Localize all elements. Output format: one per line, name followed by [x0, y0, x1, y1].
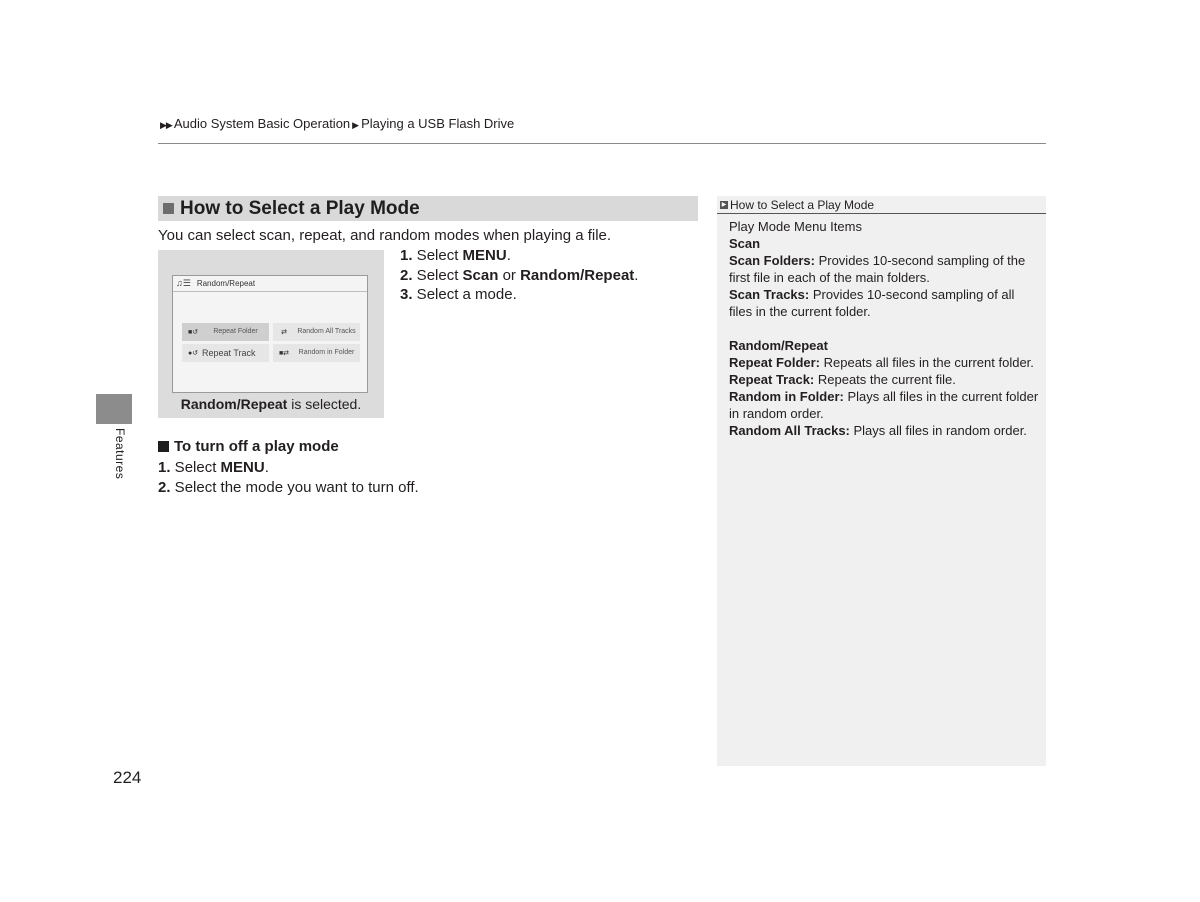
step-2-number: 2. — [400, 266, 413, 284]
track-repeat-icon: ●↺ — [187, 350, 199, 357]
repeat-track-desc: Repeats the current file. — [814, 372, 956, 387]
screen-title: Random/Repeat — [196, 279, 256, 288]
page-number: 224 — [113, 768, 142, 787]
random-in-folder-button[interactable] — [273, 344, 360, 362]
step-2-end: . — [634, 266, 639, 284]
scan-folders-desc: Provides 10-second sampling of the first file in each of the main folders. — [729, 253, 1026, 285]
step-3-number: 3. — [400, 286, 413, 303]
random-all-tracks-button[interactable] — [273, 323, 360, 341]
repeat-folder-button[interactable] — [182, 323, 269, 341]
screen-figure — [158, 250, 384, 418]
turn-off-title: To turn off a play mode — [174, 438, 339, 455]
step-3 — [400, 285, 638, 305]
repeat-track-button[interactable] — [182, 344, 269, 362]
turn-off-step-1-number: 1. — [158, 459, 171, 476]
square-bullet-icon — [158, 441, 169, 452]
shuffle-icon: ⇄ — [281, 329, 287, 336]
step-1-text: Select — [412, 247, 463, 264]
chapter-label: Features — [113, 428, 127, 480]
scan-tracks-desc: Provides 10-second sampling of all files in the current folder. — [729, 287, 1015, 319]
side-note-body — [729, 218, 1039, 439]
square-bullet-icon — [163, 203, 174, 214]
turn-off-steps — [158, 458, 419, 497]
double-arrow-icon: ▶▶ — [160, 120, 172, 130]
side-note-title: How to Select a Play Mode — [730, 197, 875, 212]
arrow-icon: ▶ — [352, 120, 360, 130]
turn-off-step-1-text: Select — [170, 459, 221, 476]
step-3-text: Select a mode. — [412, 286, 517, 303]
folder-repeat-icon: ■↺ — [187, 329, 199, 336]
section-header — [158, 196, 698, 221]
turn-off-step-1-end: . — [264, 459, 269, 476]
note-marker-icon: ▶ — [721, 201, 727, 208]
figure-caption — [158, 396, 384, 412]
turn-off-step-2-number: 2. — [158, 478, 171, 496]
top-divider — [158, 143, 1046, 144]
side-note-header — [717, 196, 1046, 214]
breadcrumb-part-1[interactable]: Audio System Basic Operation — [173, 116, 351, 131]
step-1 — [400, 246, 638, 266]
repeat-track-item — [729, 371, 1039, 388]
side-note-panel — [717, 196, 1046, 766]
step-2-text: Select — [412, 266, 463, 284]
random-in-folder-desc: Plays all files in the current folder in random order. — [729, 389, 1039, 421]
step-2-or: or — [498, 266, 521, 284]
turn-off-heading — [158, 438, 339, 455]
scan-tracks-item — [729, 286, 1039, 320]
random-all-tracks-label: Random All Tracks — [297, 328, 356, 335]
step-2-random-repeat: Random/Repeat — [520, 266, 635, 284]
music-list-icon: ♫☰ — [176, 278, 191, 288]
step-1-end: . — [506, 247, 511, 264]
random-all-tracks-term: Random All Tracks: — [729, 423, 850, 438]
caption-bold: Random/Repeat — [180, 396, 288, 412]
scan-folders-item — [729, 252, 1039, 286]
chapter-tab — [96, 394, 132, 424]
breadcrumb — [160, 116, 514, 131]
random-all-tracks-item — [729, 422, 1039, 439]
random-repeat-heading: Random/Repeat — [729, 338, 828, 353]
random-in-folder-item — [729, 388, 1039, 422]
caption-rest: is selected. — [287, 396, 362, 412]
turn-off-step-1 — [158, 458, 419, 478]
audio-screen — [172, 275, 368, 393]
repeat-folder-term: Repeat Folder: — [729, 355, 821, 370]
repeat-folder-label: Repeat Folder — [213, 328, 258, 335]
screen-title-bar — [173, 276, 367, 292]
turn-off-step-2 — [158, 478, 419, 498]
section-intro: You can select scan, repeat, and random modes when playing a file. — [158, 227, 612, 244]
scan-heading: Scan — [729, 236, 761, 251]
turn-off-step-1-menu: MENU — [220, 459, 265, 476]
step-1-menu: MENU — [462, 247, 507, 264]
repeat-track-label: Repeat Track — [202, 348, 256, 358]
random-in-folder-term: Random in Folder: — [729, 389, 844, 404]
scan-folders-term: Scan Folders: — [729, 253, 815, 268]
folder-shuffle-icon: ■⇄ — [278, 350, 290, 357]
step-1-number: 1. — [400, 247, 413, 264]
step-2-scan: Scan — [462, 266, 499, 284]
repeat-folder-desc: Repeats all files in the current folder. — [820, 355, 1034, 370]
repeat-track-term: Repeat Track: — [729, 372, 815, 387]
play-mode-items-label: Play Mode Menu Items — [729, 219, 862, 234]
repeat-folder-item — [729, 354, 1039, 371]
random-in-folder-label: Random in Folder — [298, 349, 355, 356]
breadcrumb-part-2[interactable]: Playing a USB Flash Drive — [361, 116, 515, 131]
random-all-tracks-desc: Plays all files in random order. — [849, 423, 1027, 438]
steps-list — [400, 246, 638, 305]
scan-tracks-term: Scan Tracks: — [729, 287, 810, 302]
section-title: How to Select a Play Mode — [180, 197, 420, 219]
turn-off-step-2-text: Select the mode you want to turn off. — [170, 478, 419, 496]
step-2 — [400, 266, 638, 286]
